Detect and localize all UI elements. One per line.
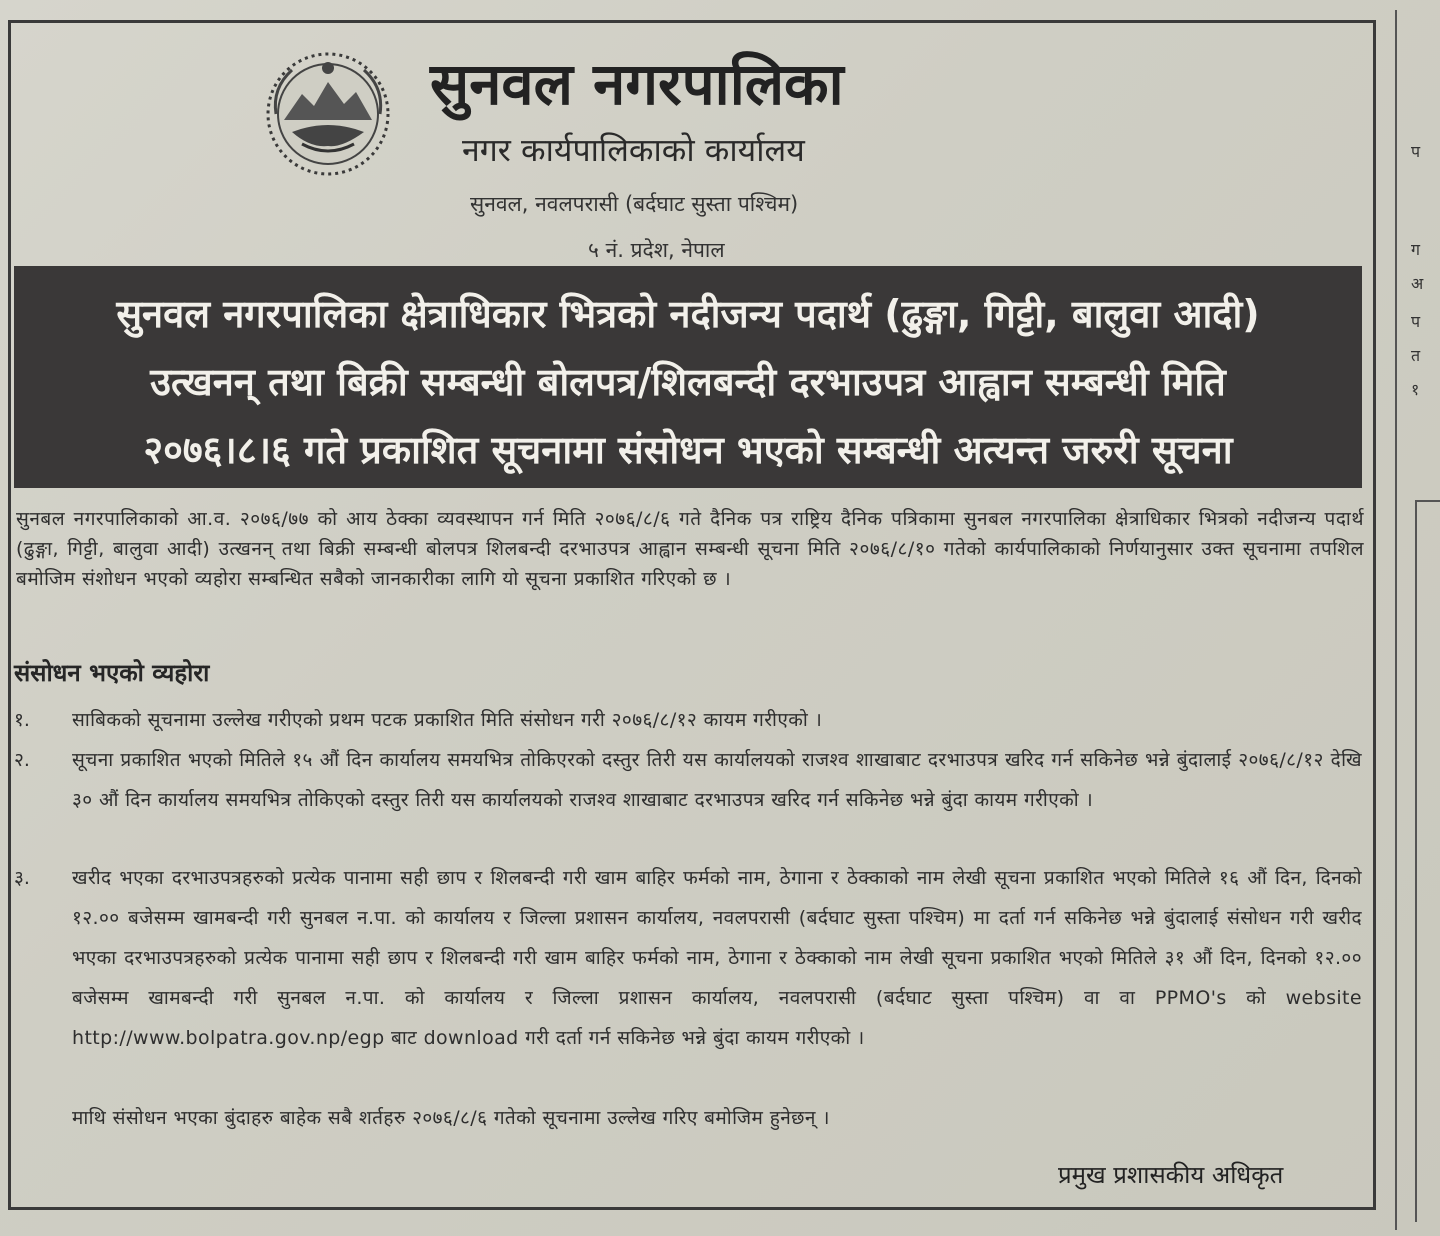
adjacent-fragment: ग [1411, 240, 1421, 259]
office-subtitle: नगर कार्यपालिकाको कार्यालय [462, 131, 805, 169]
item-text: साबिकको सूचनामा उल्लेख गरीएको प्रथम पटक प्रकाशित मिति संसोधन गरी २०७६/८/१२ कायम गरीएको । [72, 709, 823, 731]
amendment-item [14, 700, 1362, 740]
notice-heading-banner [14, 266, 1362, 488]
adjacent-fragment: प [1411, 142, 1421, 161]
office-province: ५ नं. प्रदेश, नेपाल [588, 238, 725, 262]
adjacent-fragment: त [1411, 346, 1421, 365]
amendment-item [14, 858, 1362, 1058]
amendment-item [14, 740, 1362, 820]
item-number: २. [14, 749, 30, 771]
signatory-title: प्रमुख प्रशासकीय अधिकृत [1058, 1161, 1284, 1189]
amendment-item [14, 1098, 1362, 1138]
item-text: माथि संसोधन भएका बुंदाहरु बाहेक सबै शर्तहरु २०७६/८/६ गतेको सूचनामा उल्लेख गरिए बमोजिम हुनेछन् । [72, 1107, 830, 1129]
notice-intro-paragraph: सुनबल नगरपालिकाको आ.व. २०७६/७७ को आय ठेक्का व्यवस्थापन गर्न मिति २०७६/८/६ गते दैनिक पत्र राष्ट्रिय दैनिक पत्रिकामा सुनबल नगरपालिका क्षेत्राधिकार भित्रको नदीजन्य पदार्थ (ढुङ्गा, गिट्टी, बालुवा आदी) उत्खनन् तथा बिक्री सम्बन्धी बोलपत्र शिलबन्दी दरभाउपत्र आह्वान सम्बन्धी सूचना मिति २०७६/८/१० गतेको कार्यपालिकाको निर्णयानुसार उक्त सूचनामा तपशिल बमोजिम संशोधन भएको व्यहोरा सम्बन्धित सबैको जानकारीका लागि यो सूचना प्रकाशित गरिएको छ । [16, 508, 1364, 590]
item-text: खरीद भएका दरभाउपत्रहरुको प्रत्येक पानामा सही छाप र शिलबन्दी गरी खाम बाहिर फर्मको नाम, ठेगाना र ठेक्काको नाम लेखी सूचना प्रकाशित भएको मितिले १६ औं दिन, दिनको १२.०० बजेसम्म खामबन्दी गरी सुनबल न.पा. को कार्यालय र जिल्ला प्रशासन कार्यालय, नवलपरासी (बर्दघाट सुस्ता पश्चिम) मा दर्ता गर्न सकिनेछ भन्ने बुंदालाई संसोधन गरी खरीद भएका दरभाउपत्रहरुको प्रत्येक पानामा सही छाप र शिलबन्दी गरी खाम बाहिर फर्मको नाम, ठेगाना र ठेक्काको नाम लेखी सूचना प्रकाशित भएको मितिले ३१ औं दिन, दिनको १२.०० बजेसम्म खामबन्दी गरी सुनबल न.पा. को कार्यालय र जिल्ला प्रशासन कार्यालय, नवलपरासी (बर्दघाट सुस्ता पश्चिम) वा वा PPMO's को website http://www.bolpatra.gov.np/egp बाट download गरी दर्ता गर्न सकिनेछ भन्ने बुंदा कायम गरीएको । [72, 867, 1362, 1049]
amendment-section-heading: संसोधन भएको व्यहोरा [14, 659, 210, 687]
banner-line: २०७६।८।६ गते प्रकाशित सूचनामा संसोधन भएको सम्बन्धी अत्यन्त जरुरी सूचना [143, 428, 1233, 472]
adjacent-fragment: अ [1411, 274, 1424, 293]
banner-line: उत्खनन् तथा बिक्री सम्बन्धी बोलपत्र/शिलबन्दी दरभाउपत्र आह्वान सम्बन्धी मिति [150, 360, 1226, 404]
municipality-title: सुनवल नगरपालिका [430, 50, 844, 118]
adjacent-column [1395, 10, 1440, 1230]
item-number: ३. [14, 867, 30, 889]
municipal-emblem-icon [262, 48, 394, 180]
adjacent-fragment: १ [1411, 380, 1420, 399]
adjacent-fragment: प [1411, 312, 1421, 331]
banner-line: सुनवल नगरपालिका क्षेत्राधिकार भित्रको नदीजन्य पदार्थ (ढुङ्गा, गिट्टी, बालुवा आदी) [116, 292, 1260, 336]
adjacent-box [1415, 500, 1440, 1222]
item-text: सूचना प्रकाशित भएको मितिले १५ औं दिन कार्यालय समयभित्र तोकिएरको दस्तुर तिरी यस कार्यालयको राजश्व शाखाबाट दरभाउपत्र खरिद गर्न सकिनेछ भन्ने बुंदालाई २०७६/८/१२ देखि ३० औं दिन कार्यालय समयभित्र तोकिएको दस्तुर तिरी यस कार्यालयको राजश्व शाखाबाट दरभाउपत्र खरिद गर्न सकिनेछ भन्ने बुंदा कायम गरीएको । [72, 749, 1362, 811]
office-address: सुनवल, नवलपरासी (बर्दघाट सुस्ता पश्चिम) [470, 192, 799, 216]
item-number: १. [14, 709, 30, 731]
